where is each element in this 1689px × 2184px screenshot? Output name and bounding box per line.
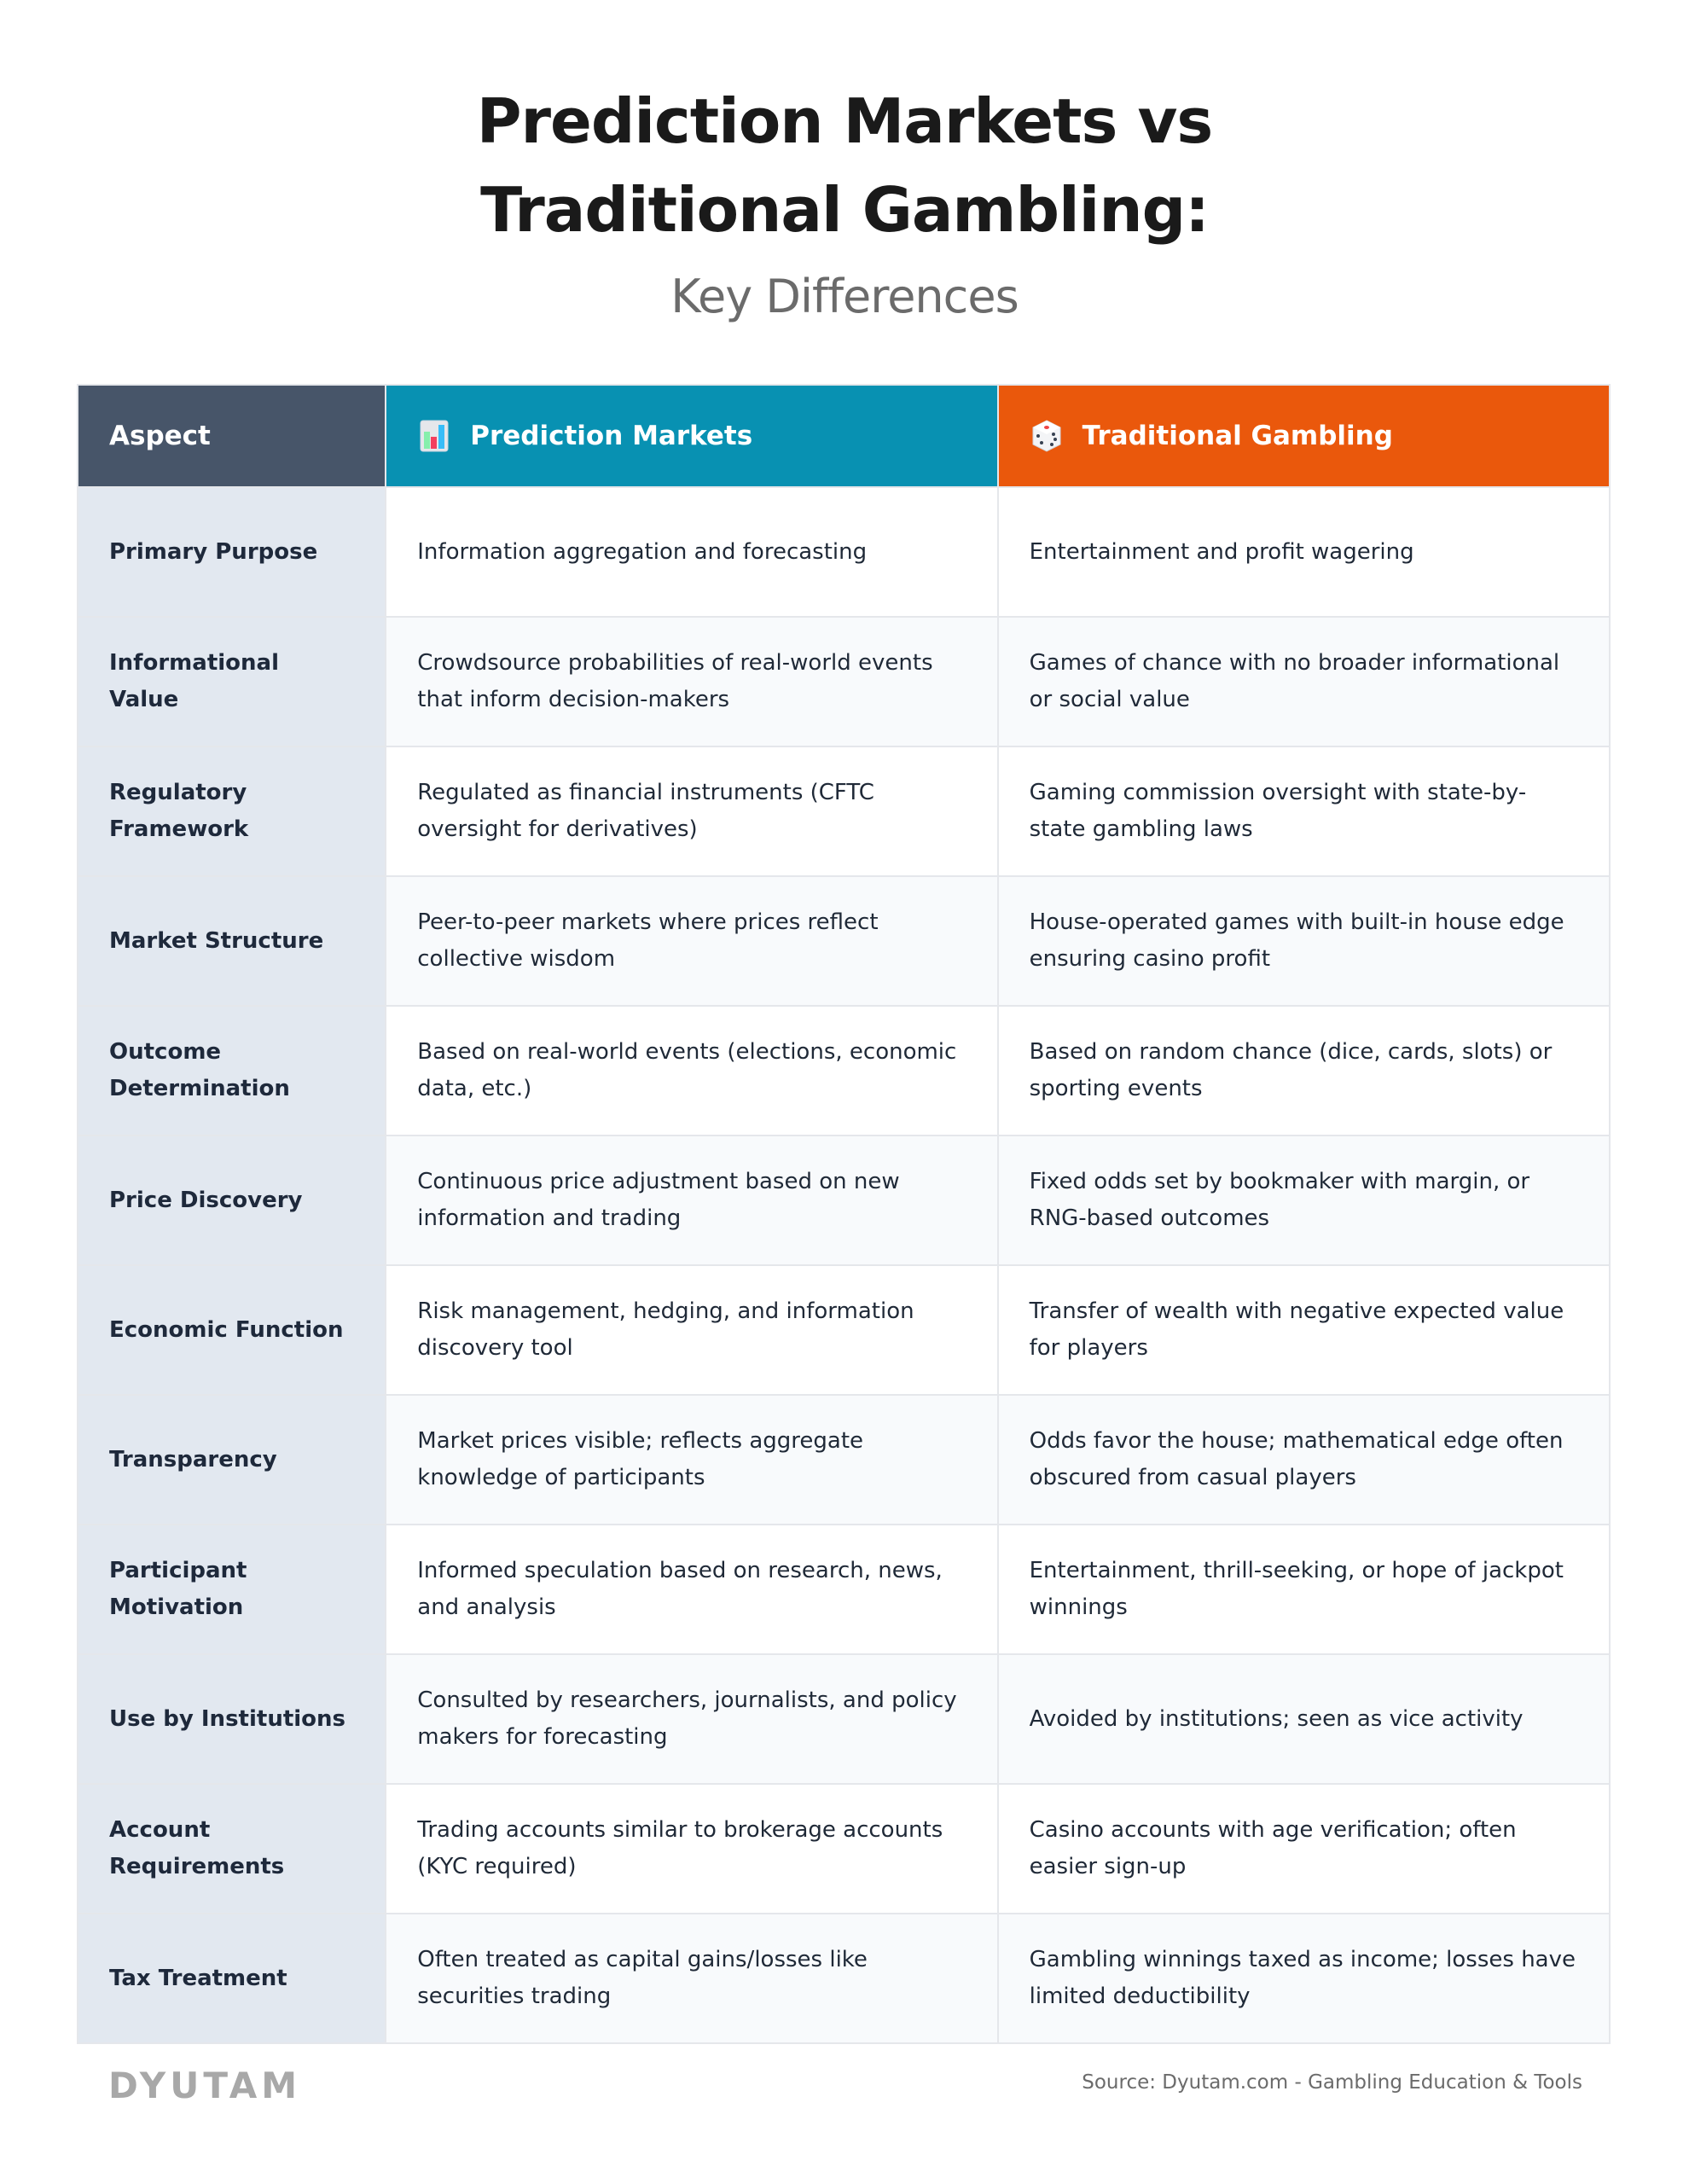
- table-row: [78, 1783, 1609, 1913]
- dice-icon: [1030, 419, 1064, 453]
- row-aspect: Tax Treatment: [78, 1914, 385, 2042]
- row-traditional-gambling: Gambling winnings taxed as income; losses have limited deductibility: [997, 1914, 1609, 2042]
- row-traditional-gambling: Odds favor the house; mathematical edge often obscured from casual players: [997, 1396, 1609, 1524]
- row-traditional-gambling: Fixed odds set by bookmaker with margin, or RNG-based outcomes: [997, 1136, 1609, 1264]
- row-traditional-gambling: Gaming commission oversight with state-by-state gambling laws: [997, 747, 1609, 875]
- source-credit: Source: Dyutam.com - Gambling Education & Tools: [1082, 2071, 1582, 2094]
- row-prediction-markets: Information aggregation and forecasting: [385, 488, 996, 616]
- row-aspect: Transparency: [78, 1396, 385, 1524]
- table-row: [78, 1135, 1609, 1264]
- brand-logo: DYUTAM: [108, 2065, 302, 2106]
- row-aspect: Outcome Determination: [78, 1007, 385, 1135]
- comparison-table: [77, 384, 1611, 2044]
- row-prediction-markets: Market prices visible; reflects aggregate knowledge of participants: [385, 1396, 996, 1524]
- column-header-prediction-markets: [385, 386, 996, 486]
- row-prediction-markets: Regulated as financial instruments (CFTC oversight for derivatives): [385, 747, 996, 875]
- column-header-traditional-gambling: [997, 386, 1609, 486]
- table-row: [78, 1264, 1609, 1394]
- row-traditional-gambling: Avoided by institutions; seen as vice activity: [997, 1655, 1609, 1783]
- page-header: [0, 77, 1689, 323]
- row-prediction-markets: Trading accounts similar to brokerage accounts (KYC required): [385, 1785, 996, 1913]
- row-prediction-markets: Continuous price adjustment based on new information and trading: [385, 1136, 996, 1264]
- column-header-label: Prediction Markets: [470, 421, 753, 451]
- page-title-line-1: Prediction Markets vs: [476, 85, 1213, 157]
- row-aspect: Informational Value: [78, 618, 385, 746]
- row-aspect: Use by Institutions: [78, 1655, 385, 1783]
- row-traditional-gambling: House-operated games with built-in house edge ensuring casino profit: [997, 877, 1609, 1005]
- table-row: [78, 616, 1609, 746]
- row-prediction-markets: Consulted by researchers, journalists, and policy makers for forecasting: [385, 1655, 996, 1783]
- row-traditional-gambling: Casino accounts with age verification; often easier sign-up: [997, 1785, 1609, 1913]
- row-prediction-markets: Risk management, hedging, and information discovery tool: [385, 1266, 996, 1394]
- row-traditional-gambling: Entertainment, thrill-seeking, or hope of jackpot winnings: [997, 1525, 1609, 1653]
- row-prediction-markets: Peer-to-peer markets where prices reflect collective wisdom: [385, 877, 996, 1005]
- row-aspect: Primary Purpose: [78, 488, 385, 616]
- table-row: [78, 746, 1609, 875]
- row-aspect: Market Structure: [78, 877, 385, 1005]
- table-row: [78, 1394, 1609, 1524]
- row-prediction-markets: Often treated as capital gains/losses like securities trading: [385, 1914, 996, 2042]
- table-row: [78, 1653, 1609, 1783]
- row-prediction-markets: Informed speculation based on research, news, and analysis: [385, 1525, 996, 1653]
- column-header-label: Traditional Gambling: [1082, 421, 1393, 451]
- column-header-aspect: [78, 386, 385, 486]
- column-header-label: Aspect: [109, 421, 211, 451]
- table-row: [78, 1524, 1609, 1653]
- table-row: [78, 486, 1609, 616]
- row-prediction-markets: Based on real-world events (elections, economic data, etc.): [385, 1007, 996, 1135]
- table-header-row: [78, 386, 1609, 486]
- row-prediction-markets: Crowdsource probabilities of real-world events that inform decision-makers: [385, 618, 996, 746]
- row-aspect: Participant Motivation: [78, 1525, 385, 1653]
- page-title-line-2: Traditional Gambling:: [480, 174, 1209, 246]
- page-subtitle: Key Differences: [670, 270, 1019, 323]
- row-traditional-gambling: Games of chance with no broader informational or social value: [997, 618, 1609, 746]
- row-aspect: Price Discovery: [78, 1136, 385, 1264]
- table-row: [78, 1913, 1609, 2042]
- row-traditional-gambling: Entertainment and profit wagering: [997, 488, 1609, 616]
- bar-chart-icon: [417, 419, 451, 453]
- table-row: [78, 1005, 1609, 1135]
- row-aspect: Economic Function: [78, 1266, 385, 1394]
- row-aspect: Account Requirements: [78, 1785, 385, 1913]
- row-traditional-gambling: Transfer of wealth with negative expected value for players: [997, 1266, 1609, 1394]
- row-aspect: Regulatory Framework: [78, 747, 385, 875]
- table-row: [78, 875, 1609, 1005]
- row-traditional-gambling: Based on random chance (dice, cards, slots) or sporting events: [997, 1007, 1609, 1135]
